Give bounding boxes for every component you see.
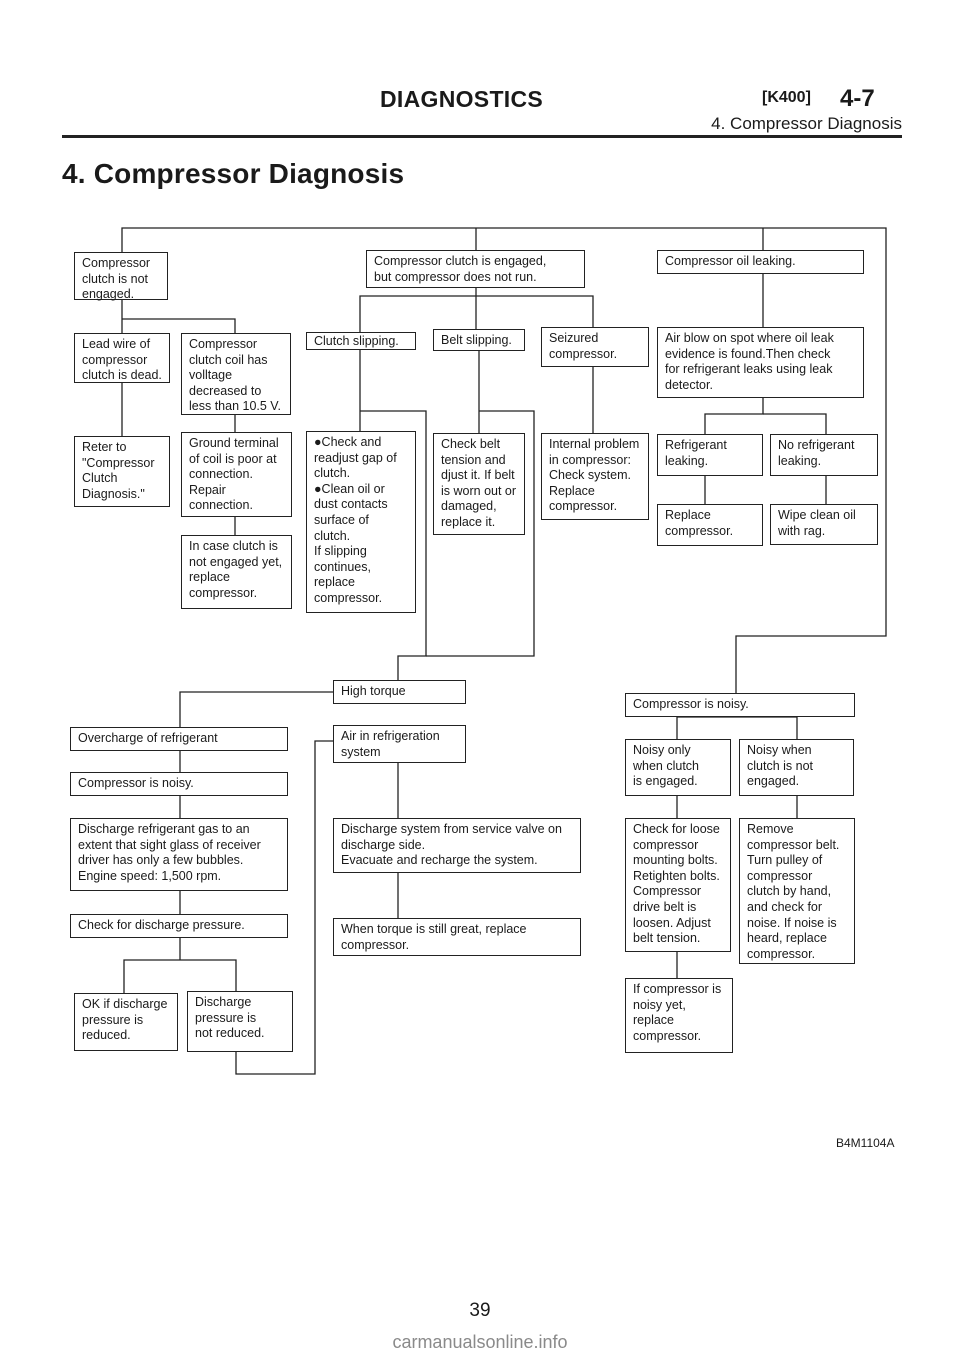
page-title: 4. Compressor Diagnosis bbox=[62, 158, 405, 189]
connector bbox=[705, 398, 763, 434]
node-check-belt: Check belt tension and djust it. If belt is worn out or damaged, replace it. bbox=[433, 433, 525, 535]
node-check-loose: Check for loose compressor mounting bolts. Retighten bolts. Compressor drive belt is loosen. Adjust belt tension. bbox=[625, 818, 731, 952]
connector bbox=[122, 319, 235, 333]
node-engaged-not-run: Compressor clutch is engaged, but compressor does not run. bbox=[366, 250, 585, 288]
node-high-torque: High torque bbox=[333, 680, 466, 704]
node-belt-slipping: Belt slipping. bbox=[433, 329, 525, 351]
header-section-number: 4-7 bbox=[840, 85, 875, 112]
node-discharge-system: Discharge system from service valve on discharge side. Evacuate and recharge the system. bbox=[333, 818, 581, 873]
node-noisy-not-engaged: Noisy when clutch is not engaged. bbox=[739, 739, 854, 796]
node-oil-leaking: Compressor oil leaking. bbox=[657, 250, 864, 274]
node-noisy-engaged: Noisy only when clutch is engaged. bbox=[625, 739, 731, 796]
header-section-title: DIAGNOSTICS bbox=[380, 86, 544, 112]
header-subtitle: 4. Compressor Diagnosis bbox=[711, 114, 902, 133]
node-noisy-left: Compressor is noisy. bbox=[70, 772, 288, 796]
node-if-noisy-yet: If compressor is noisy yet, replace compressor. bbox=[625, 978, 733, 1053]
node-air-blow: Air blow on spot where oil leak evidence is found.Then check for refrigerant leaks using leak detector. bbox=[657, 327, 864, 398]
node-lead-wire: Lead wire of compressor clutch is dead. bbox=[74, 333, 170, 383]
node-not-engaged: Compressor clutch is not engaged. bbox=[74, 252, 168, 300]
connector bbox=[677, 717, 797, 739]
node-noisy-right: Compressor is noisy. bbox=[625, 693, 855, 717]
node-ok-discharge: OK if discharge pressure is reduced. bbox=[74, 993, 178, 1051]
node-internal-problem: Internal problem in compressor: Check system. Replace compressor. bbox=[541, 433, 649, 520]
node-discharge-gas: Discharge refrigerant gas to an extent that sight glass of receiver driver has only a few bubbles. Engine speed: 1,500 rpm. bbox=[70, 818, 288, 891]
watermark: carmanualsonline.info bbox=[392, 1332, 568, 1352]
node-clutch-slipping: Clutch slipping. bbox=[306, 332, 416, 350]
node-wipe-clean: Wipe clean oil with rag. bbox=[770, 504, 878, 545]
node-check-readjust: ●Check and readjust gap of clutch. ●Clean oil or dust contacts surface of clutch. If slipping continues, replace compressor. bbox=[306, 431, 416, 613]
node-replace-compressor: Replace compressor. bbox=[657, 504, 763, 546]
node-air-in-system: Air in refrigeration system bbox=[333, 725, 466, 763]
connector bbox=[763, 414, 826, 434]
node-refrigerant-leaking: Refrigerant leaking. bbox=[657, 434, 763, 476]
node-not-reduced: Discharge pressure is not reduced. bbox=[187, 991, 293, 1052]
node-not-engaged-yet: In case clutch is not engaged yet, replace compressor. bbox=[181, 535, 292, 609]
node-torque-great: When torque is still great, replace compressor. bbox=[333, 918, 581, 956]
figure-id: B4M1104A bbox=[836, 1136, 895, 1150]
node-remove-belt: Remove compressor belt. Turn pulley of compressor clutch by hand, and check for noise. If noise is heard, replace compressor. bbox=[739, 818, 855, 964]
node-no-refrigerant: No refrigerant leaking. bbox=[770, 434, 878, 476]
node-overcharge: Overcharge of refrigerant bbox=[70, 727, 288, 751]
page-number: 39 bbox=[469, 1300, 491, 1321]
node-refer-to: Reter to "Compressor Clutch Diagnosis." bbox=[74, 436, 170, 507]
node-ground-terminal: Ground terminal of coil is poor at connection. Repair connection. bbox=[181, 432, 292, 517]
node-check-discharge: Check for discharge pressure. bbox=[70, 914, 288, 938]
connector bbox=[124, 960, 236, 993]
header-code: [K400] bbox=[762, 89, 811, 106]
connector bbox=[180, 692, 333, 727]
node-coil-voltage: Compressor clutch coil has volltage decreased to less than 10.5 V. bbox=[181, 333, 291, 415]
node-seizured: Seizured compressor. bbox=[541, 327, 649, 367]
